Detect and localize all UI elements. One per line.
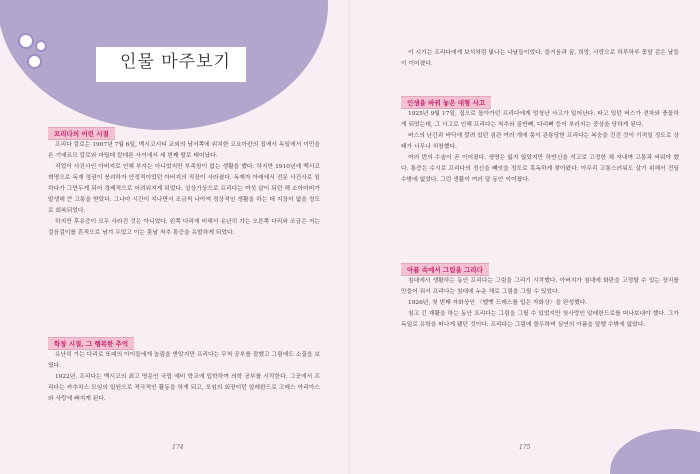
paragraph: 유난히 가는 다리로 또래의 아이들에게 놀림을 받았지만 프리다는 무척 공부를 잘했고 그림에도 소질을 보였다. xyxy=(48,352,320,369)
page-number: 174 xyxy=(172,444,184,451)
paragraph: 버스의 난간과 바닥에 깔려 있던 짐관 여러 개에 몸이 관통당한 프리다는 복숭을 건진 것이 기적일 정도로 상태가 너무나 처참했다. xyxy=(401,133,679,150)
paragraph: 침대에서 생활하는 동안 프리다는 그림을 그리기 시작했다. 아버지가 침대에 화판을 고정할 수 있는 장치를 만들어 줘서 프리다는 침대에 누운 채로 그림을 그릴 수 있었다. xyxy=(401,278,679,295)
decorative-purple-corner xyxy=(610,429,700,474)
paragraph: 1926년, 첫 번째 자화상인 〈벨벳 드레스를 입은 자화상〉을 완성했다. xyxy=(408,300,588,306)
decorative-bubble xyxy=(35,40,47,52)
section-body xyxy=(48,350,320,405)
paragraph: 1922년, 프리다는 멕시코의 최고 명문인 국립 예비 학교에 입학하여 의학 공부를 시작한다. 그곳에서 프리다는 카추차스 모임의 일원으로 적극적인 활동을 하게 되고, 모임의 회장이던 알레한드로 고메스 아리아스와 사랑에 빠지게 된다. xyxy=(48,374,320,402)
paragraph: 프리다 칼로는 1907년 7월 6일, 멕시코시티 교외의 남서쪽에 위치한 코요아칸의 집에서 독일에서 이민을 온 기예르모 칼로와 마틸데 칼데론 사이에서 세 번째 딸로 태어났다. xyxy=(48,142,320,159)
decorative-bubble xyxy=(27,54,42,69)
left-page xyxy=(0,0,349,474)
page-number: 175 xyxy=(519,444,531,451)
right-page xyxy=(351,0,700,474)
page-title: 인물 마주보기 xyxy=(120,52,231,72)
section-body xyxy=(401,276,679,331)
paragraph: 여러 번의 수술이 곧 이어졌다. 생명은 잃지 않았지만 하반신을 석고로 고정한 채 지내며 고통과 싸워야 했다. 통증은 수시로 프리다의 정신을 빼앗을 정도로 혹독하게 찾아왔다. 아무리 고통스러워도 살기 위해서 견딜 수밖에 없었다. 그런 생활이 여러 달 동안 이어졌다. xyxy=(401,155,679,183)
section-heading: 프리다의 어린 시절 xyxy=(48,127,115,140)
paragraph: 침고 긴 재활을 하는 동안 프리다는 그림을 그릴 수 있었지만 첫사랑인 알레한드로를 떠나보내야 했다. 그가 독일로 유학을 떠나게 됐던 것이다. 프리다는 그림에 몰두하며 실연의 아픔을 달랠 수밖에 없었다. xyxy=(401,311,679,328)
section-body xyxy=(48,140,320,239)
section-body xyxy=(401,109,679,186)
intro-text xyxy=(401,48,679,70)
section-heading: 학창 시절, 그 행복한 추억 xyxy=(48,337,134,350)
paragraph: 1925년 9월 17일, 집으로 돌아가던 프리다에게 엄청난 사고가 일어난다. 타고 있던 버스가 전차와 충돌하게 되었는데, 그 사고로 인해 프리다는 척추와 골반뼈, 다리뼈 등이 부러지는 중상을 당하게 된다. xyxy=(401,111,679,128)
section-heading: 인생을 바꿔 놓은 대형 사고 xyxy=(401,96,491,109)
section-heading: 아픔 속에서 그림을 그리다 xyxy=(401,263,489,276)
paragraph: 하지만 후유증이 모두 사라진 것은 아니었다. 왼쪽 다리에 비해서 유난히 가는 오른쪽 다리와 조금은 저는 걸음걸이를 흔적으로 남겨 두었고 이는 훗날 척추 통증을 유발하게 되었다. xyxy=(48,219,320,236)
paragraph: 직업이 사진사인 아버지로 인해 부자는 아니었지만 부족함이 없는 생활을 했다. 하지만 1910년에 멕시코 혁명으로 독재 정권이 붕괴하자 안정적이었던 아버지의 직장이 사라졌다. 독재자 아래에서 전문 사진사로 일하다가 그만두게 되어 경제적으로 어려워지게 되었다. 설상가상으로 프리다는 여섯 살이 되던 해 소아마비가 발생해 큰 고통을 받았다. 그나마 시간이 지나면서 조금씩 나아져 정상적인 생활을 하는 데 지장이 없을 정도로 회복되었다. xyxy=(48,164,320,214)
decorative-bubble xyxy=(18,33,34,49)
paragraph: 이 시기는 프리다에게 보석처럼 빛나는 나날들이었다. 즐거움과 꿈, 희망, 사랑으로 하루하루 꽃말 같은 날들이 이어졌다. xyxy=(401,50,679,67)
